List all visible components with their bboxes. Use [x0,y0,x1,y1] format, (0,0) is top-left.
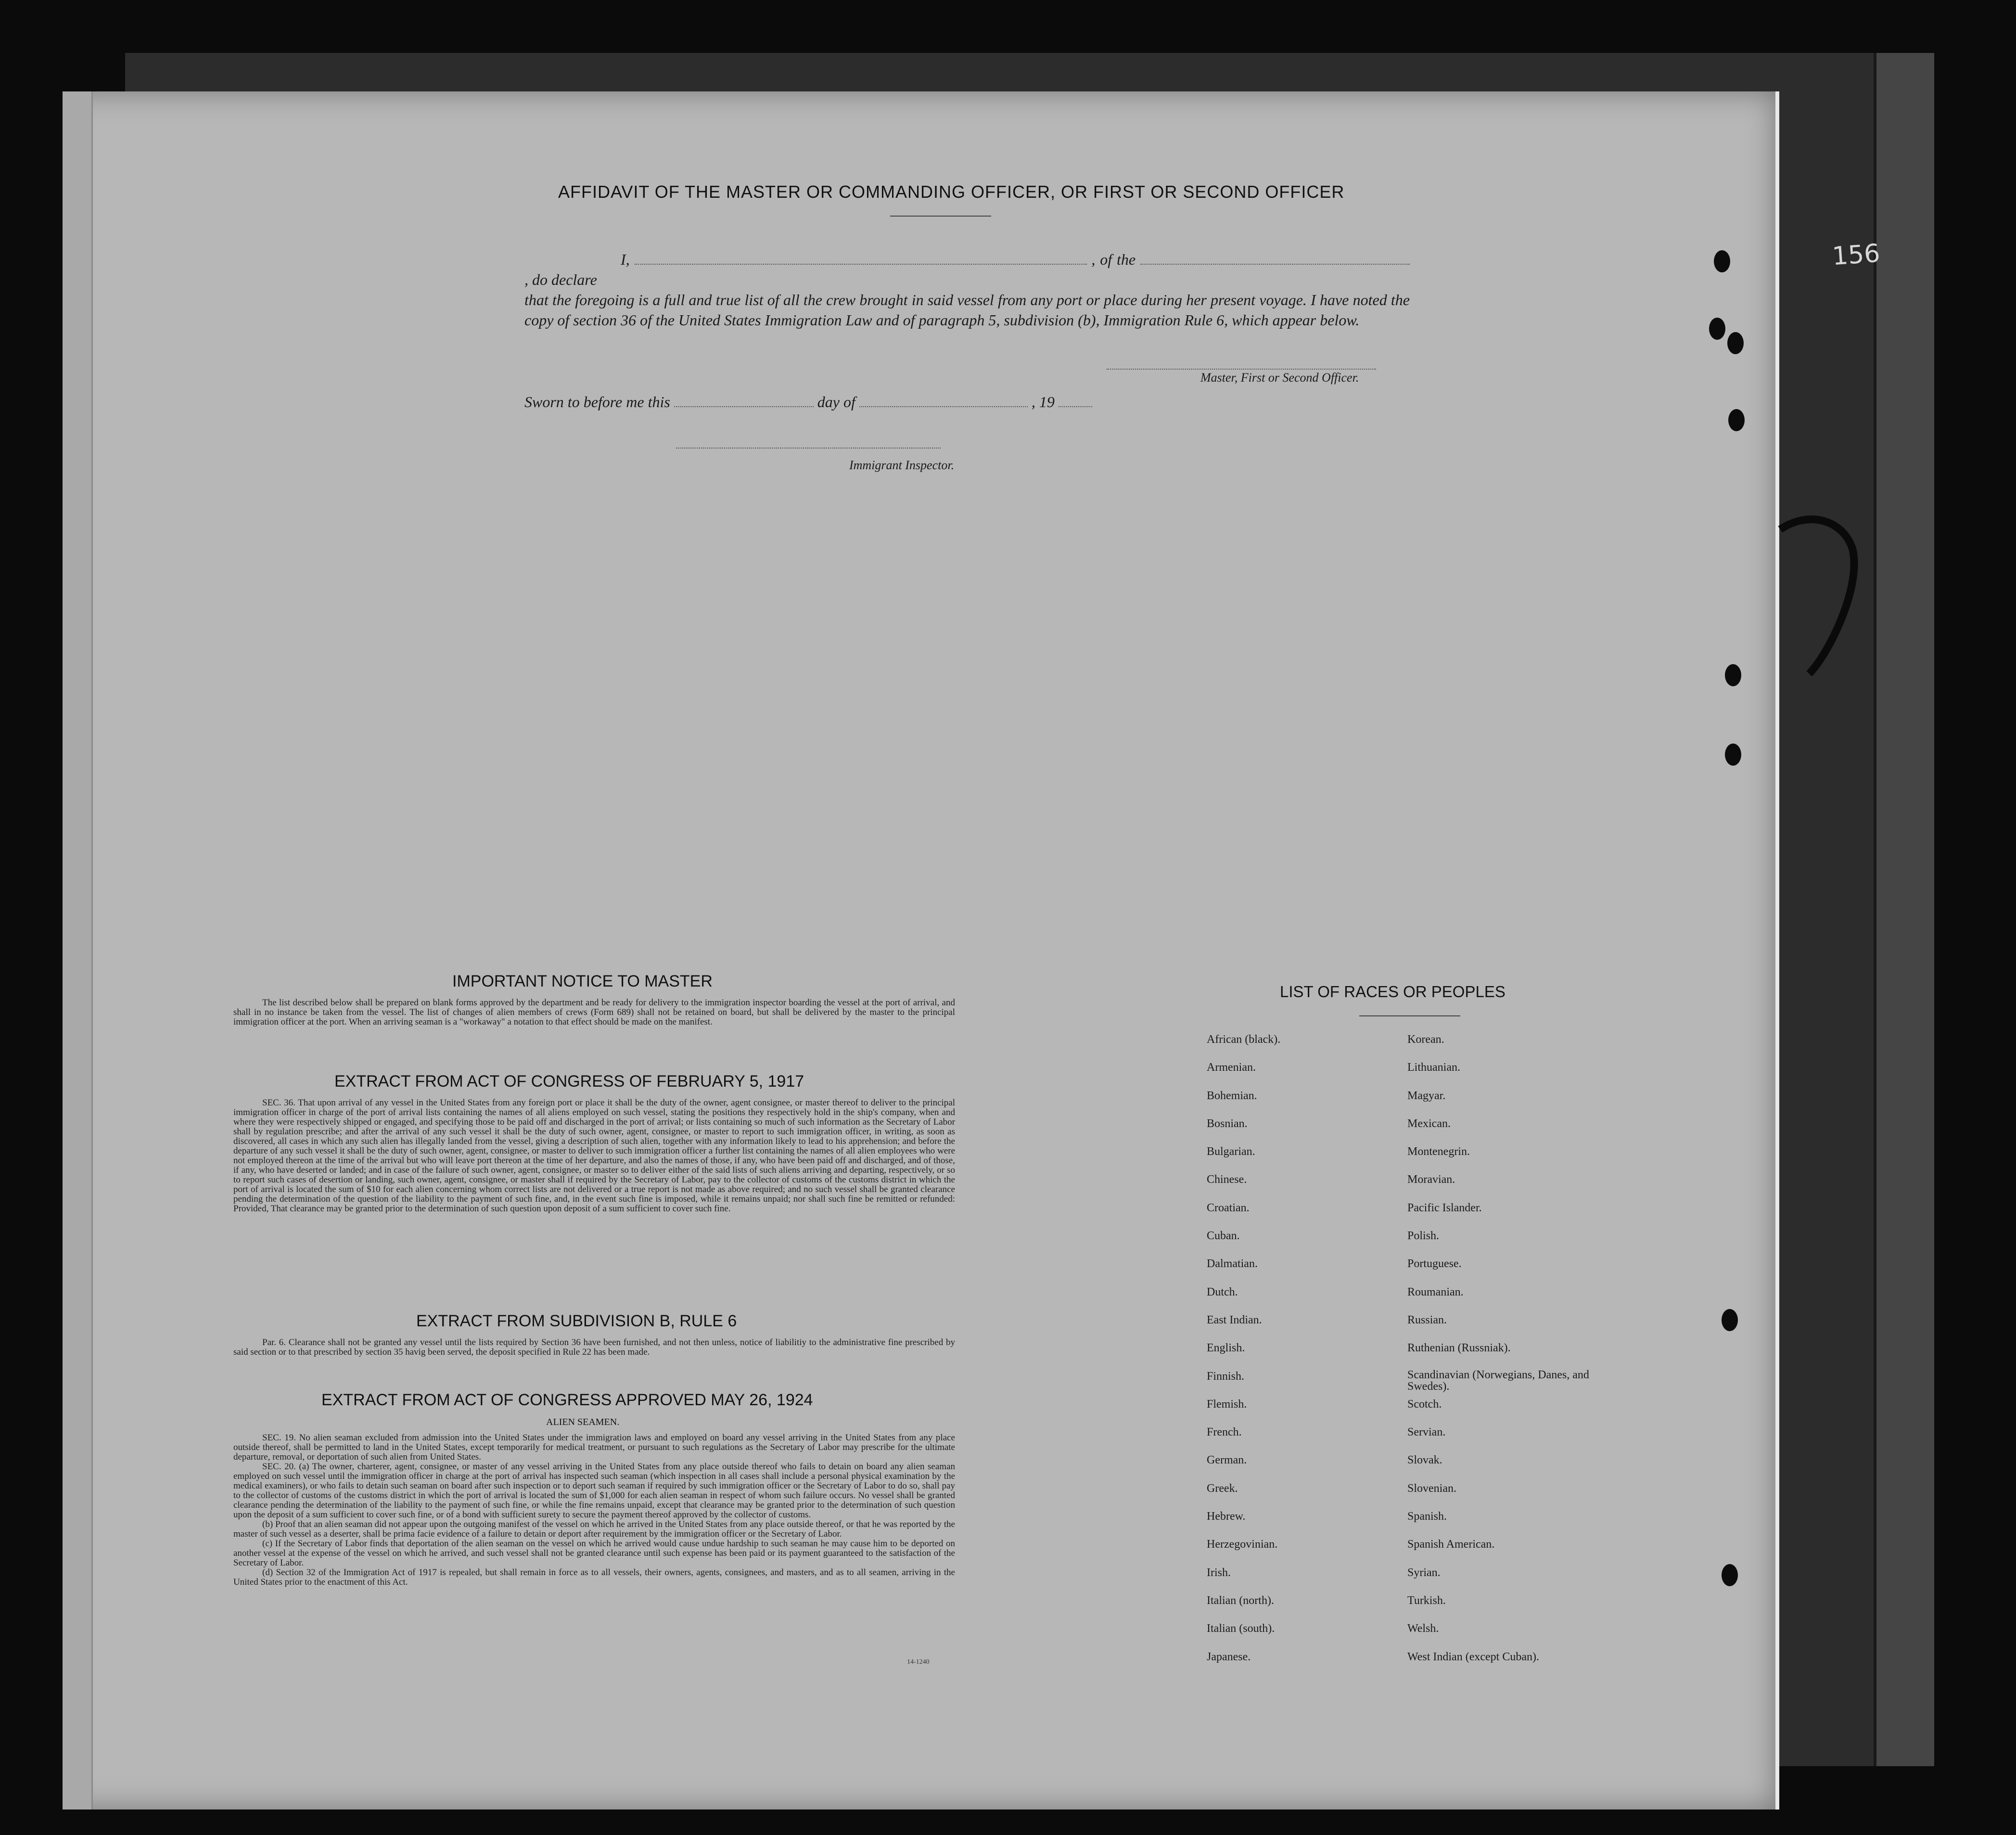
notice-body: The list described below shall be prepared on blank forms approved by the department and be ready for delivery to the immigration inspector boarding the vessel at the port of arrival, and shall in no instance be taken from the vessel. The list of changes of alien members of crews (Form 689) shall not be retained on board, but shall be delivered by the master to the principal immigration officer at the port. When an arriving seaman is a "workaway" a notation to that effect should be made on the manifest. [233,998,955,1027]
master-signature-label: Master, First or Second Officer. [1200,371,1359,385]
sworn-day-of: day of [817,393,855,411]
page-binding-edge [63,91,93,1809]
act-1917-title: EXTRACT FROM ACT OF CONGRESS OF FEBRUARY 5, 1917 [334,1072,804,1091]
race-item: Spanish American. [1407,1538,1495,1551]
race-item: Turkish. [1407,1594,1446,1607]
race-item: Roumanian. [1407,1285,1464,1298]
sheet-edge-strip [1874,53,1934,1766]
race-item: Spanish. [1407,1510,1447,1523]
rule-6-body: Par. 6. Clearance shall not be granted any vessel until the lists required by Section 36 have been furnished, and not then unless, notice of liabilitiy to the administrative fine prescribed by said section or to that prescribed by section 35 havig been served, the deposit specified in Rule 22 has been made. [233,1337,955,1357]
race-item: Bohemian. [1207,1089,1257,1102]
race-item: French. [1207,1426,1242,1439]
race-item: Mexican. [1407,1117,1451,1130]
race-item: Bosnian. [1207,1117,1248,1130]
race-item: Scandinavian (Norwegians, Danes, and Swedes). [1407,1368,1589,1393]
race-item: Slovak. [1407,1454,1442,1467]
punch-hole [1728,409,1745,431]
master-signature-line[interactable] [1107,368,1376,370]
race-item: Italian (north). [1207,1594,1274,1607]
race-item: Japanese. [1207,1650,1251,1663]
race-item: Servian. [1407,1426,1446,1439]
race-item: Dutch. [1207,1285,1238,1298]
race-item: Ruthenian (Russniak). [1407,1342,1511,1355]
affidavit-of-the: , of the [1091,251,1136,268]
binding-cord [1771,510,1867,683]
race-item: Scotch. [1407,1398,1442,1411]
race-item: Montenegrin. [1407,1145,1470,1158]
race-item: Welsh. [1407,1622,1439,1635]
act-1924-sec-20c: (c) If the Secretary of Labor finds that deportation of the alien seaman on the vessel on which he arrived would cause undue hardship to such seaman he may cause him to be deported on another vessel at the expense of the vessel on which he arrived, and such vessel shall not be granted clearance until such expense has been paid or its payment guaranteed to the satisfaction of the Secretary of Labor. [233,1539,955,1568]
form-number: 14-1240 [907,1658,930,1666]
sworn-year-field[interactable] [1059,406,1092,407]
race-item: Pacific Islander. [1407,1201,1482,1214]
race-item: West Indian (except Cuban). [1407,1650,1539,1663]
punch-hole [1725,744,1741,766]
races-title-underline [1359,1015,1460,1016]
race-item: Chinese. [1207,1173,1247,1186]
affidavit-i: I, [621,251,630,268]
act-1924-sec-19: SEC. 19. No alien seaman excluded from admission into the United States under the immigration laws and employed on board any vessel arriving in the United States from any place outside thereof, shall be permitted to land in the United States, except temporarily for medical treatment, or pursuant to such regulations as the Secretary of Labor may prescribe for the ultimate departure, removal, or deportation of such alien from United States. [233,1433,955,1462]
race-item: Italian (south). [1207,1622,1275,1635]
race-item: Moravian. [1407,1173,1455,1186]
race-item: East Indian. [1207,1313,1262,1326]
sworn-day-field[interactable] [674,406,814,407]
corner-page-number: 156 [1831,239,1881,271]
race-item: Dalmatian. [1207,1258,1258,1270]
race-item: Portuguese. [1407,1258,1462,1270]
sworn-prefix: Sworn to before me this [524,393,670,411]
act-1917-body: SEC. 36. That upon arrival of any vessel in the United States from any foreign port or place it shall be the duty of the owner, agent consignee, or master thereof to deliver to the principal immigration officer in charge of the port of arrival lists containing the names of all aliens employed on such vessel, stating the positions they respectively hold in the ship's company, when and where they were respectively shipped or engaged, and specifying those to be paid off and discharged in the port of arrival; or lists containing so much of such information as the Secretary of Labor shall by regulation prescribe; and after the arrival of any such vessel it shall be the duty of such owner, agent, consignee, or master to report to such immigration officer, in writing, as soon as discovered, all cases in which any such alien has illegally landed from the vessel, giving a description of such alien, together with any information likely to lead to his apprehension; and before the departure of any such vessel it shall be the duty of such owner, agent, consignee, or master to deliver to such immigration officer a further list containing the names of all alien employees who were not employed thereon at the time of the arrival but who will leave port thereon at the time of her departure, and also the names of those, if any, who have been paid off and discharged, and of those, if any, who have deserted or landed; and in case of the failure of such owner, agent, consignee, or master so to deliver either of the said lists of such aliens arriving and departing, respectively, or so to report such cases of desertion or landing, such owner, agent, consignee, or master shall if required by the Secretary of Labor, pay to the collector of customs of the customs district in which the port of arrival is located the sum of $10 for each alien concerning whom correct lists are not delivered or a true report is not made as above required; and no such vessel shall be granted clearance pending the determination of the question of the liability to the payment of such fine, and, in the event such fine is imposed, while it remains unpaid; nor shall such fine be remitted or refunded: Provided, That clearance may be granted prior to the determination of such question upon deposit of a sum sufficient to cover such fine. [233,1098,955,1214]
race-item: Croatian. [1207,1201,1250,1214]
affidavit-body: that the foregoing is a full and true list of all the crew brought in said vessel from any port or place during her present voyage. I have noted the copy of section 36 of the United States Immigration Law and of paragraph 5, subdivision (b), Immigration Rule 6, which appear below. [524,291,1410,329]
sworn-line [524,392,1410,412]
title-underline [890,216,991,217]
races-left-column [1207,1032,1280,1678]
race-item: Greek. [1207,1482,1238,1495]
act-1924-title: EXTRACT FROM ACT OF CONGRESS APPROVED MAY 26, 1924 [321,1391,813,1409]
race-item: Bulgarian. [1207,1145,1255,1158]
race-item: Finnish. [1207,1370,1245,1383]
race-item: Hebrew. [1207,1510,1246,1523]
race-item: Irish. [1207,1566,1231,1579]
race-item: Polish. [1407,1230,1440,1243]
act-1924-sec-20a: SEC. 20. (a) The owner, charterer, agent, consignee, or master of any vessel arriving in the United States from any place outside thereof who fails to detain on board any alien seaman employed on such vessel until the immigration officer in charge at the port of arrival has inspected such seaman (which inspection in all cases shall include a personal physical examination by the medical examiners), or who fails to detain such seaman on board after such inspection or to deport such seaman if required by such immigration officer or the Secretary of Labor to do so, shall pay to the collector of customs of the customs district in which the port of arrival is located the sum of $1,000 for each alien seaman in respect of whom such failure occurs. No vessel shall be granted clearance pending the determination of the liability to the payment of such fine, or while the fine remains unpaid, except that clearance may be granted prior to the determination of such question upon the deposit of a sum sufficient to cover such fine, or of a bond with sufficient surety to secure the payment thereof approved by the collector of customs. [233,1462,955,1520]
races-title: LIST OF RACES OR PEOPLES [1280,983,1506,1001]
race-item: Flemish. [1207,1398,1247,1411]
punch-hole [1725,664,1741,686]
act-1924-body [233,1433,955,1587]
affidavit-title: AFFIDAVIT OF THE MASTER OR COMMANDING OFFICER, OR FIRST OR SECOND OFFICER [558,182,1345,202]
punch-hole [1727,332,1744,354]
race-item: Russian. [1407,1313,1447,1326]
vessel-field[interactable] [1140,264,1410,265]
affidavit-declaration [524,249,1410,330]
sworn-year: , 19 [1031,393,1055,411]
race-item: Korean. [1407,1033,1444,1046]
punch-hole [1714,250,1730,272]
affidavit-declare: , do declare [524,271,597,288]
name-field[interactable] [635,264,1087,265]
race-item: Cuban. [1207,1230,1240,1243]
race-item: Syrian. [1407,1566,1441,1579]
races-right-column [1407,1032,1609,1678]
punch-hole [1722,1309,1738,1331]
race-item: Slovenian. [1407,1482,1456,1495]
act-1924-sec-20d: (d) Section 32 of the Immigration Act of 1917 is repealed, but shall remain in force as to all vessels, their owners, agents, consignees, and masters, and as to all seamen, arriving in the United States prior to the enactment of this Act. [233,1567,955,1587]
act-1924-subtitle: ALIEN SEAMEN. [546,1417,620,1427]
rule-6-title: EXTRACT FROM SUBDIVISION B, RULE 6 [416,1312,737,1330]
race-item: African (black). [1207,1033,1281,1046]
sworn-month-field[interactable] [859,406,1028,407]
punch-hole [1722,1564,1738,1586]
race-item: Herzegovinian. [1207,1538,1278,1551]
race-item: Armenian. [1207,1061,1256,1074]
race-item: Magyar. [1407,1089,1446,1102]
race-item: German. [1207,1454,1247,1467]
race-item: Lithuanian. [1407,1061,1460,1074]
race-item: English. [1207,1342,1245,1355]
inspector-signature-line[interactable] [676,447,941,449]
punch-hole [1709,318,1725,340]
act-1924-sec-20b: (b) Proof that an alien seaman did not appear upon the outgoing manifest of the vessel on which he arrived in the United States from any place outside thereof, or that he was reported by the master of such vessel as a deserter, shall be prima facie evidence of a failure to detain or deport after requirement by the immigration officer or the Secretary of Labor. [233,1519,955,1539]
notice-title: IMPORTANT NOTICE TO MASTER [452,972,713,990]
inspector-signature-label: Immigrant Inspector. [849,458,955,472]
